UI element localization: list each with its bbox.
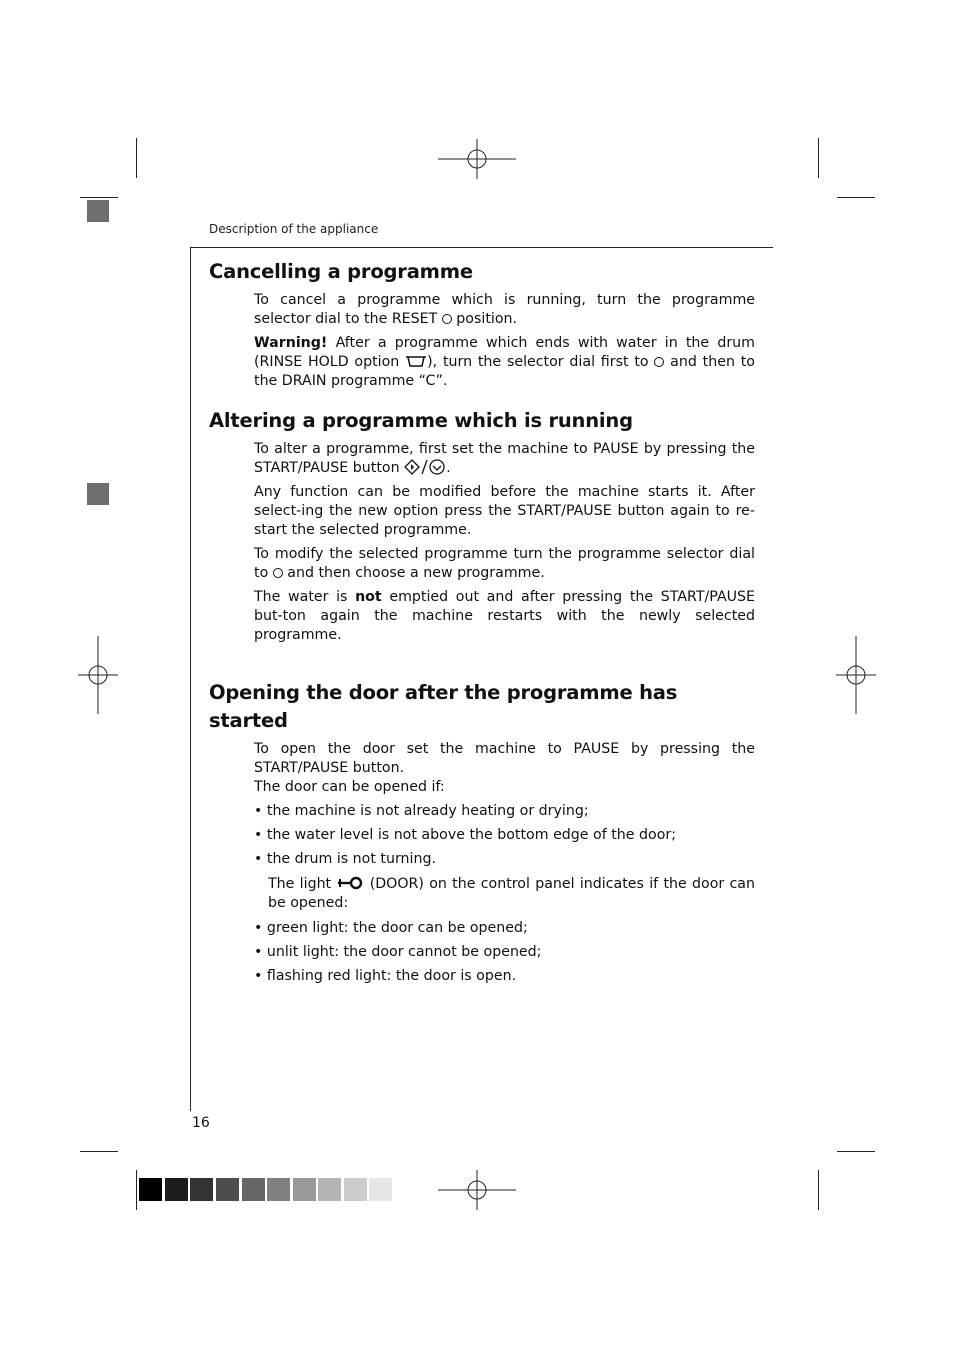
thumb-index-square (87, 200, 109, 222)
crop-mark (837, 197, 875, 198)
color-swatch (267, 1178, 290, 1201)
reset-circle-icon (273, 568, 283, 578)
warning-paragraph: Warning! After a programme which ends with water in the drum (RINSE HOLD option ), turn the selector dial first to and then to the DRAIN programme “C”. (254, 335, 755, 389)
registration-target-icon (438, 139, 516, 179)
reset-circle-icon (654, 357, 664, 367)
color-swatch (242, 1178, 265, 1201)
color-swatch (293, 1178, 316, 1201)
paragraph: To cancel a programme which is running, turn the programme selector dial to the RESET position. (254, 292, 755, 327)
color-swatch (190, 1178, 213, 1201)
list-item: • the water level is not above the bottom edge of the door; (254, 827, 677, 843)
paragraph: To alter a programme, first set the machine to PAUSE by pressing the START/PAUSE button . (254, 441, 755, 476)
paragraph: The light (DOOR) on the control panel indicates if the door can be opened: (268, 876, 755, 911)
thumb-index-square (87, 483, 109, 505)
start-pause-icon (404, 459, 446, 475)
list-item: • the drum is not turning. (254, 851, 436, 867)
crop-mark (136, 138, 137, 178)
list-item: • green light: the door can be opened; (254, 920, 528, 936)
paragraph: Any function can be modified before the machine starts it. After select-ing the new option press the START/PAUSE button again to re-start the selected programme. (254, 484, 755, 538)
color-swatch (344, 1178, 367, 1201)
page-frame-left (190, 247, 191, 1111)
rinse-hold-tub-icon (405, 355, 427, 367)
section-title: Altering a programme which is running (209, 409, 633, 432)
section-body (254, 291, 755, 391)
crop-mark (837, 1151, 875, 1152)
paragraph: The door can be opened if: (254, 779, 445, 795)
door-key-icon (336, 876, 364, 890)
list-item: • the machine is not already heating or drying; (254, 803, 589, 819)
color-swatch (318, 1178, 341, 1201)
section-title: Cancelling a programme (209, 260, 473, 283)
color-swatch (165, 1178, 188, 1201)
section-body (254, 440, 755, 645)
reset-circle-icon (442, 314, 452, 324)
crop-mark (136, 1170, 137, 1210)
running-header: Description of the appliance (209, 222, 379, 236)
registration-target-icon (438, 1170, 516, 1210)
crop-mark (80, 1151, 118, 1152)
section-body (254, 740, 755, 986)
crop-mark (80, 197, 118, 198)
paragraph: To modify the selected programme turn the programme selector dial to and then choose a new programme. (254, 546, 755, 581)
section-title: Opening the door after the programme has started (209, 681, 678, 732)
crop-mark (818, 138, 819, 178)
page-content (209, 258, 755, 986)
color-swatch (216, 1178, 239, 1201)
list-item: • unlit light: the door cannot be opened; (254, 944, 542, 960)
color-swatch (369, 1178, 392, 1201)
list-item: • flashing red light: the door is open. (254, 968, 517, 984)
page-number: 16 (192, 1115, 210, 1131)
crop-mark (818, 1170, 819, 1210)
registration-target-icon (836, 636, 876, 714)
registration-target-icon (78, 636, 118, 714)
paragraph: The water is not emptied out and after pressing the START/PAUSE but-ton again the machine restarts with the newly selected programme. (254, 589, 756, 643)
header-rule (190, 247, 773, 248)
color-swatch (139, 1178, 162, 1201)
paragraph: To open the door set the machine to PAUSE by pressing the START/PAUSE button. (254, 741, 755, 776)
